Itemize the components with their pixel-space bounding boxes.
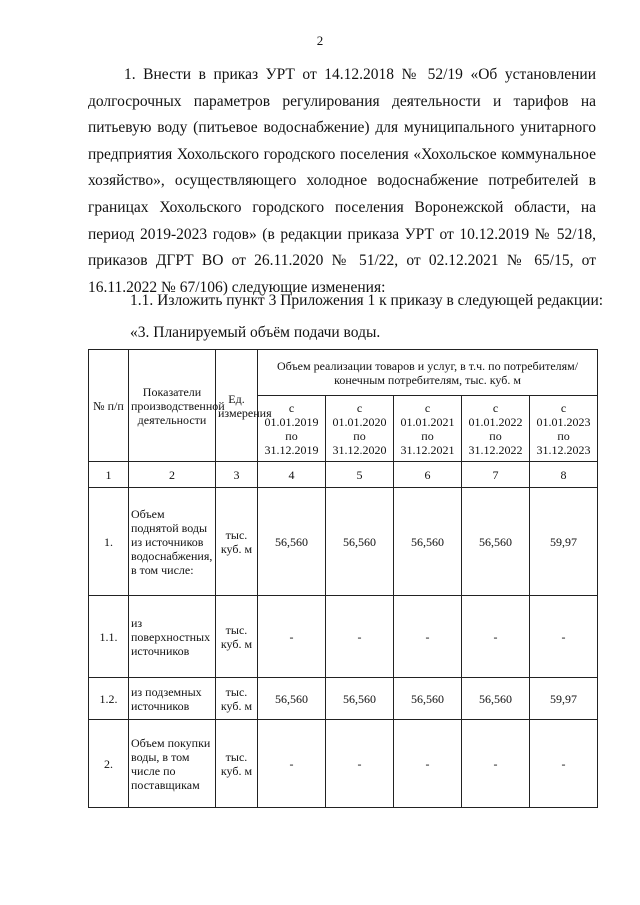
- point-1-1: 1.1. Изложить пункт 3 Приложения 1 к приказу в следующей редакции:: [130, 292, 604, 309]
- column-number: 8: [530, 462, 598, 488]
- row-value: 56,560: [258, 678, 326, 720]
- header-period: [530, 396, 598, 462]
- row-value: 56,560: [462, 488, 530, 596]
- period-from-word: с: [492, 400, 499, 415]
- row-number: 1.2.: [89, 678, 129, 720]
- header-indicator: Показатели производственной деятельности: [129, 350, 216, 462]
- period-to-date: 31.12.2020: [332, 442, 387, 457]
- row-indicator: Объем поднятой воды из источников водоснабжения, в том числе:: [129, 488, 216, 596]
- body-text: [88, 62, 596, 301]
- row-unit: тыс. куб. м: [216, 596, 258, 678]
- table-row: [89, 488, 598, 596]
- period-from-date: 01.01.2022: [468, 414, 523, 429]
- column-number: 7: [462, 462, 530, 488]
- period-from-word: с: [288, 400, 295, 415]
- row-value: -: [462, 720, 530, 808]
- row-value: -: [462, 596, 530, 678]
- column-numbers-row: [89, 462, 598, 488]
- row-value: 56,560: [326, 678, 394, 720]
- column-number: 2: [129, 462, 216, 488]
- row-value: -: [258, 596, 326, 678]
- row-number: 1.: [89, 488, 129, 596]
- paragraph-amendment: 1. Внести в приказ УРТ от 14.12.2018 № 52/19 «Об установлении долгосрочных параметров регулирования деятельности и тарифов на питьевую воду (питьевое водоснабжение) для муниципального унитарного предприятия Хохольского городского поселения «Хохольское коммунальное хозяйство», осуществляющего холодное водоснабжение потребителей в границах Хохольского городского поселения Воронежской области, на период 2019-2023 годов» (в редакции приказа УРТ от 10.12.2019 № 52/18, приказов ДГРТ ВО от 26.11.2020 № 51/22, от 02.12.2021 № 65/15, от 16.11.2022 № 67/106) следующие изменения:: [88, 66, 596, 296]
- header-unit: Ед. измерения: [216, 350, 258, 462]
- row-indicator: из подземных источников: [129, 678, 216, 720]
- table-row: [89, 720, 598, 808]
- row-value: 59,97: [530, 678, 598, 720]
- row-unit: тыс. куб. м: [216, 488, 258, 596]
- row-value: -: [326, 596, 394, 678]
- period-to-word: по: [489, 428, 502, 443]
- row-number: 1.1.: [89, 596, 129, 678]
- column-number: 1: [89, 462, 129, 488]
- period-from-date: 01.01.2019: [264, 414, 319, 429]
- column-number: 5: [326, 462, 394, 488]
- period-from-word: с: [424, 400, 431, 415]
- period-to-word: по: [557, 428, 570, 443]
- period-to-word: по: [421, 428, 434, 443]
- row-value: 56,560: [394, 678, 462, 720]
- header-period: [394, 396, 462, 462]
- period-to-date: 31.12.2022: [468, 442, 523, 457]
- period-from-word: с: [560, 400, 567, 415]
- row-unit: тыс. куб. м: [216, 678, 258, 720]
- header-num: № п/п: [89, 350, 129, 462]
- row-value: 56,560: [258, 488, 326, 596]
- row-value: -: [530, 596, 598, 678]
- row-value: -: [326, 720, 394, 808]
- row-value: 56,560: [394, 488, 462, 596]
- column-number: 4: [258, 462, 326, 488]
- row-value: 56,560: [462, 678, 530, 720]
- period-to-word: по: [285, 428, 298, 443]
- period-from-date: 01.01.2020: [332, 414, 387, 429]
- page-number: 2: [316, 33, 324, 48]
- row-number: 2.: [89, 720, 129, 808]
- row-value: -: [530, 720, 598, 808]
- column-number: 6: [394, 462, 462, 488]
- table-row: [89, 596, 598, 678]
- water-volume-table: [88, 349, 598, 808]
- row-value: 59,97: [530, 488, 598, 596]
- period-from-date: 01.01.2021: [400, 414, 455, 429]
- row-indicator: из поверхностных источников: [129, 596, 216, 678]
- header-period: [326, 396, 394, 462]
- row-value: -: [258, 720, 326, 808]
- period-to-date: 31.12.2019: [264, 442, 319, 457]
- period-to-date: 31.12.2023: [536, 442, 591, 457]
- table-row: [89, 678, 598, 720]
- row-unit: тыс. куб. м: [216, 720, 258, 808]
- period-to-word: по: [353, 428, 366, 443]
- period-from-date: 01.01.2023: [536, 414, 591, 429]
- column-number: 3: [216, 462, 258, 488]
- row-value: -: [394, 720, 462, 808]
- row-value: -: [394, 596, 462, 678]
- period-to-date: 31.12.2021: [400, 442, 455, 457]
- point-3-title: «3. Планируемый объём подачи воды.: [130, 324, 381, 341]
- row-indicator: Объем покупки воды, в том числе по поставщикам: [129, 720, 216, 808]
- header-period: [462, 396, 530, 462]
- header-volume-group: Объем реализации товаров и услуг, в т.ч. по потребителям/ конечным потребителям, тыс. куб. м: [258, 350, 598, 396]
- period-from-word: с: [356, 400, 363, 415]
- row-value: 56,560: [326, 488, 394, 596]
